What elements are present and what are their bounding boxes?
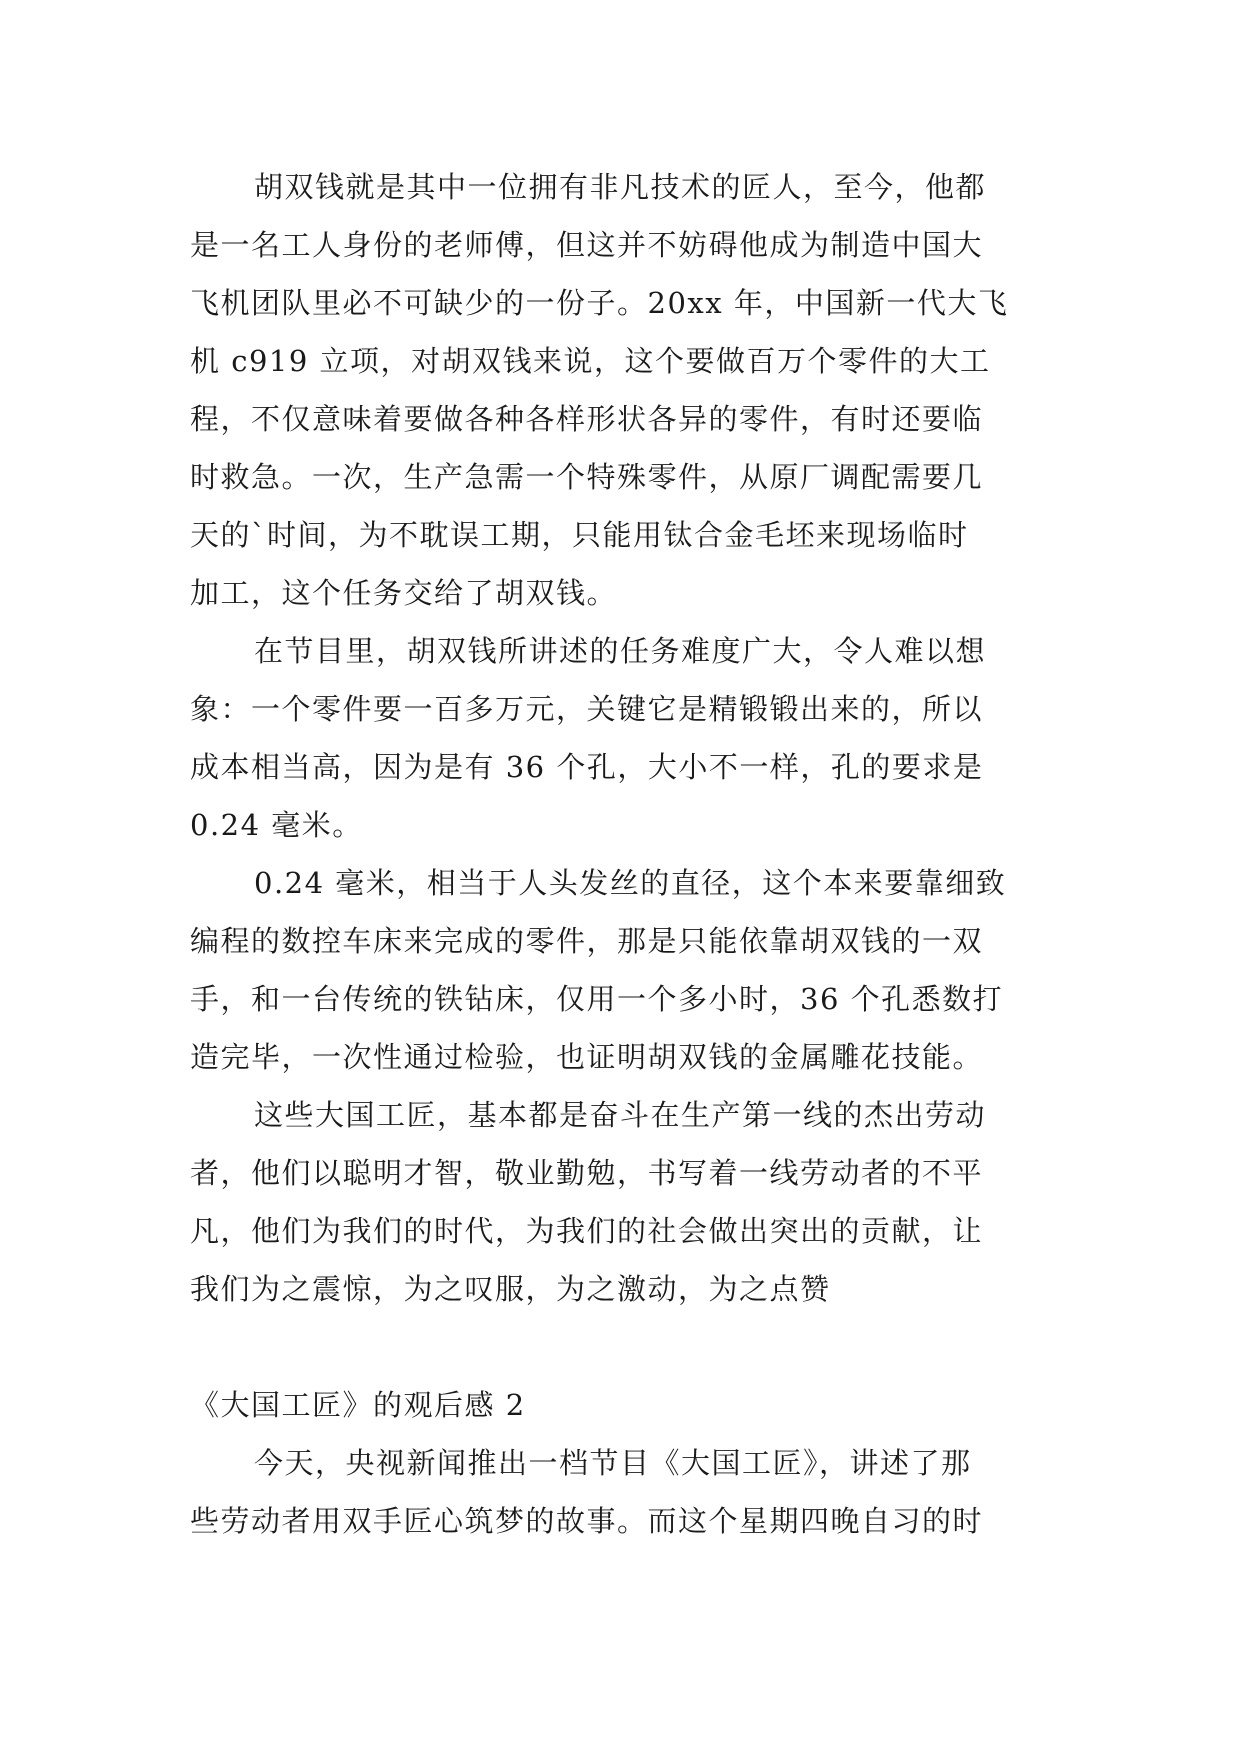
paragraph-precision	[190, 854, 1060, 1086]
text-line: 时救急。一次，生产急需一个特殊零件，从原厂调配需要几	[190, 460, 984, 494]
text-line: 胡双钱就是其中一位拥有非凡技术的匠人，至今，他都	[254, 170, 987, 204]
text-line: 手，和一台传统的铁钻床，仅用一个多小时，36 个孔悉数打	[190, 982, 1004, 1016]
text-line: 些劳动者用双手匠心筑梦的故事。而这个星期四晚自习的时	[190, 1504, 984, 1538]
text-line: 0.24 毫米，相当于人头发丝的直径，这个本来要靠细致	[254, 866, 1007, 900]
text-line: 凡，他们为我们的时代，为我们的社会做出突出的贡献，让	[190, 1214, 984, 1248]
text-line: 我们为之震惊，为之叹服，为之激动，为之点赞	[190, 1272, 831, 1306]
paragraph-hu-shuangqian-intro	[190, 158, 1060, 622]
text-line: 机 c919 立项，对胡双钱来说，这个要做百万个零件的大工	[190, 344, 991, 378]
section-heading: 《大国工匠》的观后感 2	[190, 1388, 526, 1422]
text-line: 加工，这个任务交给了胡双钱。	[190, 576, 618, 610]
text-line: 这些大国工匠，基本都是奋斗在生产第一线的杰出劳动	[254, 1098, 987, 1132]
text-line: 造完毕，一次性通过检验，也证明胡双钱的金属雕花技能。	[190, 1040, 984, 1074]
text-line: 今天，央视新闻推出一档节目《大国工匠》，讲述了那	[254, 1446, 972, 1480]
paragraph-essay-2-intro	[190, 1434, 1060, 1550]
text-line: 是一名工人身份的老师傅，但这并不妨碍他成为制造中国大	[190, 228, 984, 262]
text-line: 天的`时间，为不耽误工期，只能用钛合金毛坯来现场临时	[190, 518, 969, 552]
document-body	[190, 158, 1060, 1550]
text-line: 者，他们以聪明才智，敬业勤勉，书写着一线劳动者的不平	[190, 1156, 984, 1190]
paragraph-task-difficulty	[190, 622, 1060, 854]
text-line: 象：一个零件要一百多万元，关键它是精锻锻出来的，所以	[190, 692, 984, 726]
text-line: 在节目里，胡双钱所讲述的任务难度广大，令人难以想	[254, 634, 987, 668]
text-line: 成本相当高，因为是有 36 个孔，大小不一样，孔的要求是	[190, 750, 984, 784]
text-line: 程，不仅意味着要做各种各样形状各异的零件，有时还要临	[190, 402, 984, 436]
text-line: 飞机团队里必不可缺少的一份子。20xx 年，中国新一代大飞	[190, 286, 1009, 320]
text-line: 编程的数控车床来完成的零件，那是只能依靠胡双钱的一双	[190, 924, 984, 958]
section-spacer	[190, 1318, 1060, 1376]
paragraph-craftsmen-summary	[190, 1086, 1060, 1318]
text-line: 0.24 毫米。	[190, 808, 363, 842]
